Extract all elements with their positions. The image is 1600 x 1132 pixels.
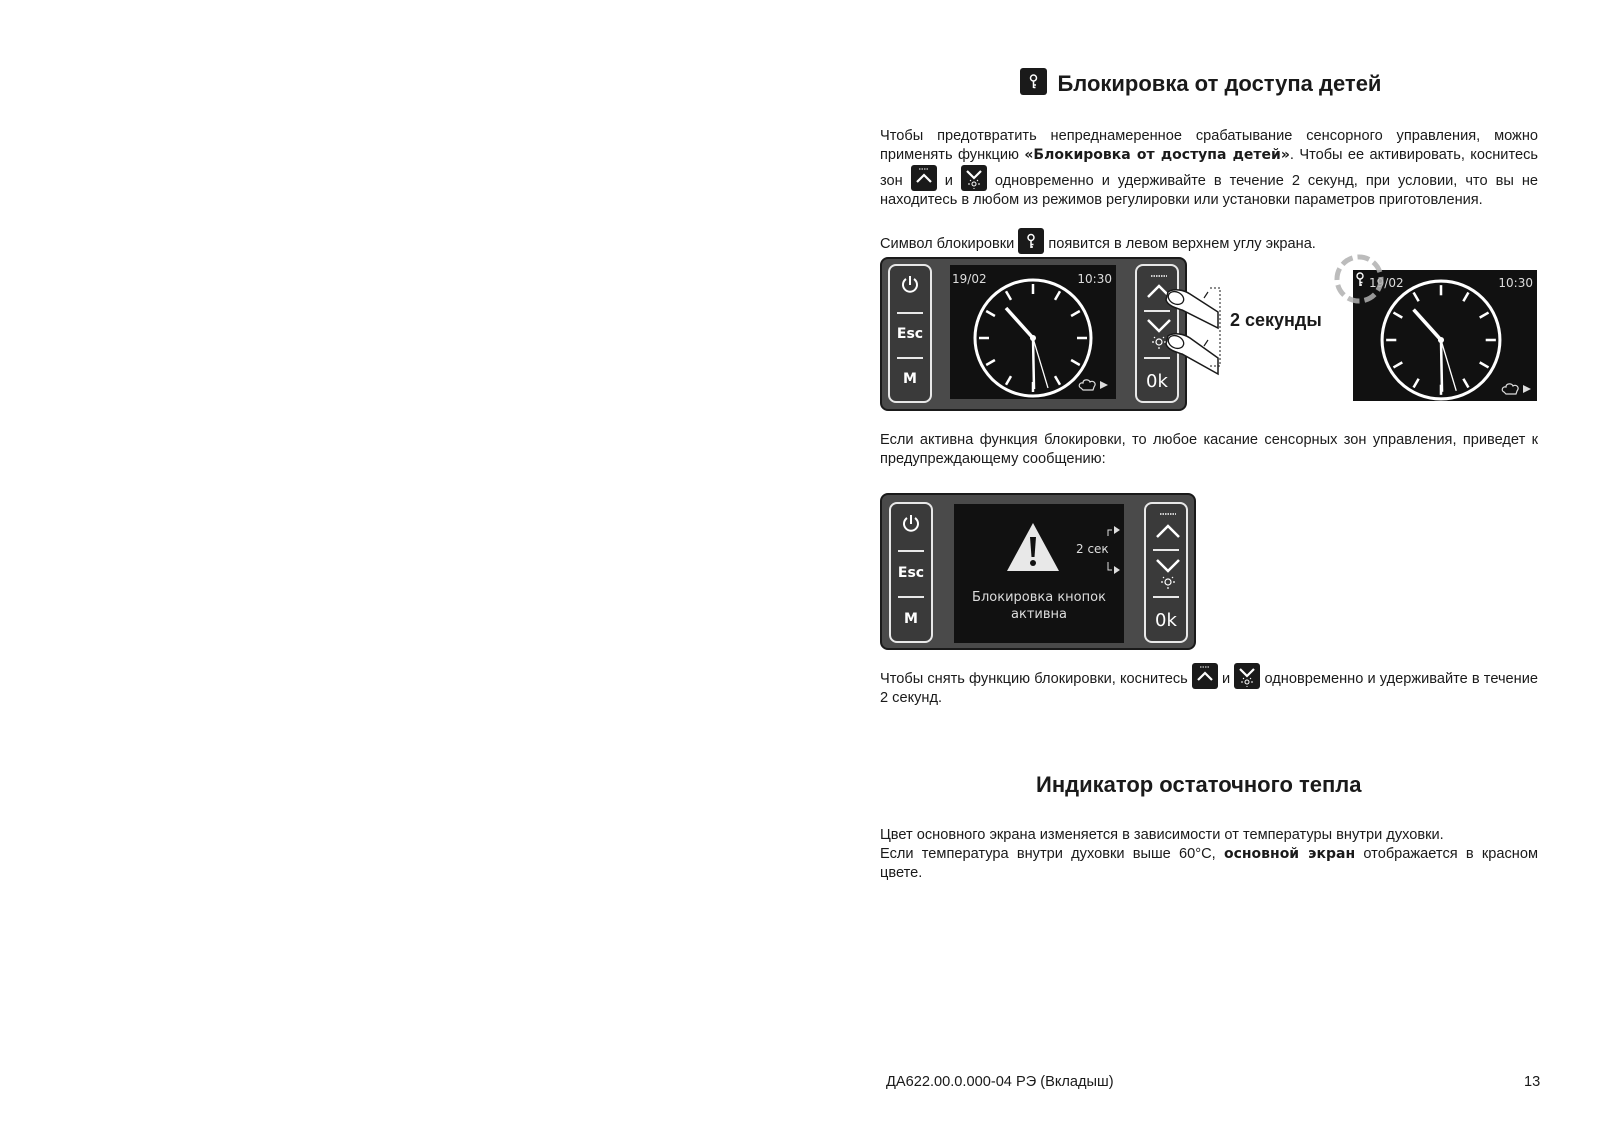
chef-hat-icon <box>1078 377 1110 393</box>
power-button[interactable] <box>890 273 930 301</box>
warning-triangle-icon <box>1005 521 1061 573</box>
analog-clock <box>1377 276 1505 404</box>
lock-highlight-ring <box>1332 252 1386 306</box>
date-display: 19/02 <box>1369 276 1404 290</box>
control-panel-warning <box>880 493 1196 650</box>
down-light-zone-icon <box>961 165 987 191</box>
main-screen-term: основной экран <box>1223 846 1356 862</box>
section-title: Блокировка от доступа детей <box>1057 71 1382 96</box>
date-display: 19/02 <box>952 272 987 286</box>
up-chevron-icon[interactable] <box>1150 509 1186 545</box>
down-light-zone-icon <box>1234 663 1260 689</box>
unlock-paragraph: Чтобы снять функцию блокировки, коснитесь и одновременно и удерживайте в течение 2 секунд. <box>880 663 1538 708</box>
lock-message-line2: активна <box>1011 607 1067 622</box>
document-id: ДА622.00.0.000-04 РЭ (Вкладыш) <box>886 1074 1114 1090</box>
up-zone-icon <box>1192 663 1218 689</box>
divider <box>1153 549 1179 551</box>
timer-label: 2 сек <box>1076 542 1109 556</box>
section-title: Индикатор остаточного тепла <box>1036 772 1362 797</box>
function-name: «Блокировка от доступа детей» <box>1024 147 1290 163</box>
section-title-row <box>1020 68 1381 97</box>
residual-heat-paragraph: Цвет основного экрана изменяется в зависимости от температуры внутри духовки. Если температура внутри духовки выше 60°C, основной экран отображается в красном цвете. <box>880 827 1539 881</box>
power-icon <box>899 273 921 297</box>
right-button-column <box>1144 502 1188 643</box>
time-display: 10:30 <box>1498 276 1533 290</box>
warning-paragraph: Если активна функция блокировки, то любое касание сенсорных зон управления, приведет к предупреждающему сообщению: <box>880 432 1538 467</box>
pointing-finger-icon <box>1138 268 1223 378</box>
down-chevron-light-icon[interactable] <box>1150 554 1186 594</box>
ok-button[interactable]: 0k <box>1146 371 1168 392</box>
key-lock-icon <box>1018 228 1044 254</box>
divider <box>897 357 923 359</box>
divider <box>898 596 924 598</box>
up-zone-icon <box>911 165 937 191</box>
chef-hat-icon <box>1501 381 1533 397</box>
esc-button[interactable]: Esc <box>897 565 925 581</box>
lock-message-line1: Блокировка кнопок <box>972 590 1106 605</box>
divider <box>898 550 924 552</box>
left-button-column <box>888 264 932 403</box>
power-icon <box>900 512 922 536</box>
power-button[interactable] <box>891 512 931 540</box>
lock-symbol-paragraph: Символ блокировки появится в левом верхнем углу экрана. <box>880 228 1440 254</box>
page-number: 13 <box>1524 1074 1541 1090</box>
time-display: 10:30 <box>1077 272 1112 286</box>
left-button-column <box>889 502 933 643</box>
divider <box>897 312 923 314</box>
timer-bracket <box>1102 522 1122 578</box>
warning-screen <box>954 504 1124 643</box>
intro-paragraph: Чтобы предотвратить непреднамеренное срабатывание сенсорного управления, можно применять функцию «Блокировка от доступа детей». Чтобы ее активировать, коснитесь зон и одновременно и удерживайте в течение 2 секунд, при условии, что вы не находитесь в любом из режимов регулировки или установки параметров приготовления. <box>880 128 1538 208</box>
m-button[interactable]: M <box>903 371 917 387</box>
hold-duration-label: 2 секунды <box>1230 310 1322 330</box>
esc-button[interactable]: Esc <box>896 326 924 342</box>
divider <box>1153 596 1179 598</box>
clock-screen <box>950 265 1116 399</box>
m-button[interactable]: M <box>904 611 918 627</box>
key-lock-icon <box>1020 68 1047 95</box>
ok-button[interactable]: 0k <box>1155 610 1177 631</box>
